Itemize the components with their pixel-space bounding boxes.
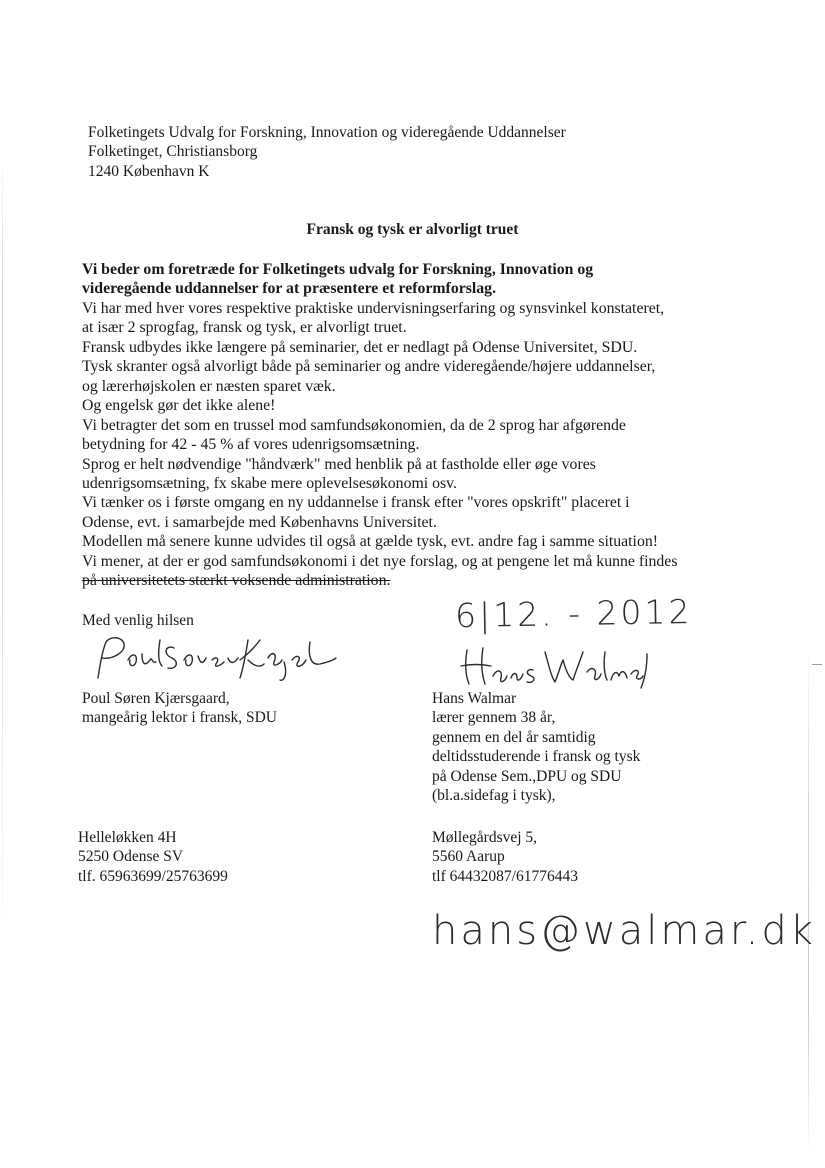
sender-right-name: Hans Walmar xyxy=(432,690,517,707)
body-line: Modellen må senere kunne udvides til også at gælde tysk, evt. andre fag i samme situation! xyxy=(82,533,659,551)
sender-left-phone: tlf. 65963699/25763699 xyxy=(78,867,228,885)
sender-right-signature-block xyxy=(432,689,640,805)
recipient-line-2: Folketinget, Christiansborg xyxy=(88,143,258,161)
body-line: at især 2 sprogfag, fransk og tysk, er alvorligt truet. xyxy=(82,319,407,337)
lead-line-2: videregående uddannelser for at præsentere et reformforslag. xyxy=(82,280,497,298)
sender-right-street: Møllegårdsvej 5, xyxy=(432,829,538,846)
letter-title: Fransk og tysk er alvorligt truet xyxy=(306,221,519,238)
body-line-struck: på universitetets stærkt voksende administration. xyxy=(82,572,391,590)
sender-right-line-5: (bl.a.sidefag i tysk), xyxy=(432,787,556,805)
body-line: Vi har med hver vores respektive praktiske undervisningserfaring og synsvinkel konstateret, xyxy=(82,299,665,317)
body-line: Tysk skranter også alvorligt både på seminarier og andre videregående/højere uddannelser, xyxy=(82,358,656,376)
handwritten-date: 6|12. - 2012 xyxy=(454,591,693,636)
signature-left xyxy=(88,630,338,686)
sender-left-street: Helleløkken 4H xyxy=(78,829,177,846)
scan-edge-right xyxy=(808,640,809,1160)
handwritten-email: hans@walmar.dk xyxy=(432,908,816,954)
body-line: Vi tænker os i første omgang en ny uddannelse i fransk efter "vores opskrift" placeret i xyxy=(82,494,630,512)
body-line: Sprog er helt nødvendige "håndværk" med henblik på at fastholde eller øge vores xyxy=(82,455,596,473)
body-line: Vi mener, at der er god samfundsøkonomi i det nye forslag, og at pengene let må kunne findes xyxy=(82,552,678,570)
lead-line-1: Vi beder om foretræde for Folketingets udvalg for Forskning, Innovation og xyxy=(82,261,594,278)
scan-edge-left xyxy=(2,150,3,970)
sender-right-city: 5560 Aarup xyxy=(432,848,505,866)
scan-edge-tick xyxy=(812,664,822,665)
sender-left-role: mangeårig lektor i fransk, SDU xyxy=(82,709,277,727)
sender-right-line-4: på Odense Sem.,DPU og SDU xyxy=(432,767,622,785)
sender-left-name: Poul Søren Kjærsgaard, xyxy=(82,690,230,707)
sender-right-line-3: deltidsstuderende i fransk og tysk xyxy=(432,748,641,766)
body-line: Fransk udbydes ikke længere på seminarier, det er nedlagt på Odense Universitet, SDU. xyxy=(82,338,638,356)
body-line: og lærerhøjskolen er næsten sparet væk. xyxy=(82,377,336,395)
body-line: Vi betragter det som en trussel mod samfundsøkonomien, da de 2 sprog har afgørende xyxy=(82,416,626,434)
signature-right xyxy=(455,644,655,692)
sender-right-phone: tlf 64432087/61776443 xyxy=(432,867,578,885)
recipient-line-1: Folketingets Udvalg for Forskning, Innovation og videregående Uddannelser xyxy=(88,124,566,141)
sender-left-signature-block xyxy=(82,689,277,728)
body-line: Odense, evt. i samarbejde med Københavns Universitet. xyxy=(82,513,437,531)
closing-greeting: Med venlig hilsen xyxy=(82,612,194,629)
recipient-address xyxy=(88,123,566,181)
sender-right-line-1: lærer gennem 38 år, xyxy=(432,709,556,727)
body-line: Og engelsk gør det ikke alene! xyxy=(82,397,276,415)
recipient-line-3: 1240 København K xyxy=(88,162,210,180)
sender-left-city: 5250 Odense SV xyxy=(78,848,184,866)
sender-right-address xyxy=(432,828,578,886)
sender-right-line-2: gennem en del år samtidig xyxy=(432,728,596,746)
body-line: udenrigsomsætning, fx skabe mere oplevelsesøkonomi osv. xyxy=(82,474,457,492)
body-line: betydning for 42 - 45 % af vores udenrigsomsætning. xyxy=(82,436,420,454)
letter-body xyxy=(82,260,677,591)
sender-left-address xyxy=(78,828,228,886)
